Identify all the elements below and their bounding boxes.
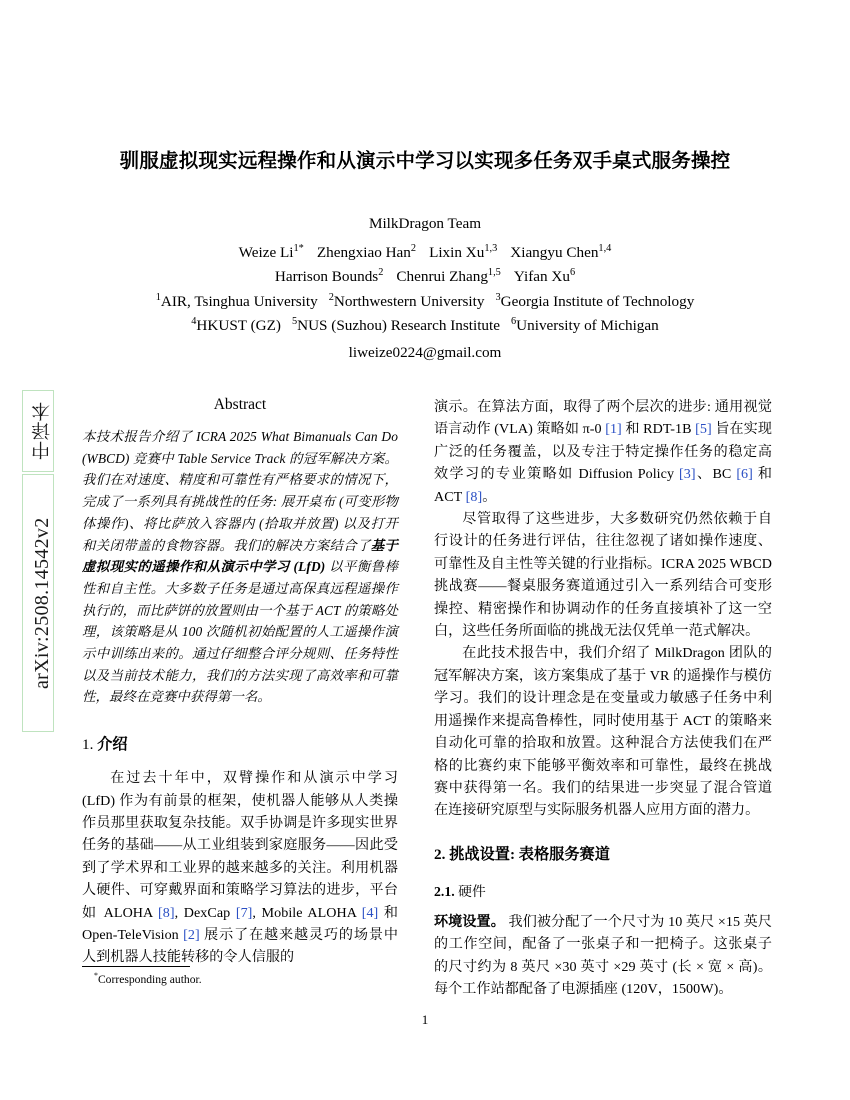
author-affiliation-marker: 1,5	[487, 266, 501, 278]
footnote-label: Corresponding author.	[97, 973, 202, 986]
intro-text-c: , Mobile ALOHA	[252, 904, 362, 921]
left-column	[82, 396, 398, 969]
abstract-text	[82, 426, 398, 708]
introduction-paragraph-3: 在此技术报告中，我们介绍了 MilkDragon 团队的冠军解决方案，该方案集成了基于 VR 的遥操作与模仿学习。我们的设计理念是在变量或力敏感子任务中利用遥操作来提高鲁棒性，同时使用基于 ACT 的策略来自动化可靠的拾取和放置。这种混合方法使我们在严格的比赛约束下能够平衡效率和可靠性，最终在挑战赛中获得第一名。我们的结果进一步突显了混合管道在连接研究原型与实际服务机器人应用方面的潜力。	[434, 645, 772, 819]
section-title: 挑战设置: 表格服务赛道	[449, 845, 610, 863]
cont-text-b: 和 RDT-1B	[621, 421, 696, 438]
introduction-paragraph-2: 尽管取得了这些进步，大多数研究仍然依赖于自行设计的任务进行评估，往往忽视了诸如操作速度、可靠性及自主性等关键的行业指标。ICRA 2025 WBCD 挑战赛——餐桌服务赛道通过引入一系列结合可变形操控、精密操作和协调动作的任务直接填补了这一空白，这些任务所面临的挑战无法仅凭单一范式解决。	[434, 511, 772, 640]
intro-text-a: 在过去十年中，双臂操作和从演示中学习 (LfD) 作为有前景的框架，使机器人能够从人类操作员那里获取复杂技能。双手协调是许多现实世界任务的基础——从工业组装到家庭服务——因此受到了学术界和工业界的越来越多的关注。利用机器人硬件、可穿戴界面和策略学习算法的进步，平台如 ALOHA	[82, 770, 398, 921]
arxiv-stamp-identifier: arXiv:2508.14542v2	[22, 474, 54, 732]
footnote-marker: *	[94, 971, 98, 981]
subsection-heading-hardware	[434, 882, 772, 902]
affiliation-marker: 3	[495, 291, 501, 303]
citation-ref[interactable]: [3]	[678, 466, 696, 483]
author-entry: Weize $Li^{1*}$	[238, 242, 304, 261]
section-title: 介绍	[97, 736, 128, 754]
citation-ref[interactable]: [2]	[183, 926, 200, 943]
citation-ref[interactable]: [6]	[736, 466, 753, 483]
affiliation-marker: 1	[155, 291, 161, 303]
introduction-paragraph-1-continued	[434, 396, 772, 508]
affiliation-marker: 6	[511, 315, 517, 327]
citation-ref[interactable]: [4]	[361, 904, 379, 921]
author-affiliation-marker: 1,4	[598, 242, 612, 254]
footnote-rule	[82, 966, 190, 967]
citation-ref[interactable]: [5]	[695, 421, 712, 438]
affiliation-marker: 5	[291, 315, 298, 327]
abstract-part-1: 本技术报告介绍了 ICRA 2025 What Bimanuals Can Do (WBCD) 竞赛中 Table Service Track 的冠军解决方案。我们在对速度、精度和可靠性有严格要求的情况下，完成了一系列具有挑战性的任务: 展开桌布 (可变形物体操作)、将比萨放入容器内 (拾取并放置) 以及打开和关闭带盖的食物容器。我们的解决方案结合了	[82, 429, 398, 553]
author-entry: Xiangyu Chen$^{1,4}$	[510, 242, 612, 261]
footnote	[82, 966, 398, 988]
page-title: 驯服虚拟现实远程操作和从演示中学习以实现多任务双手桌式服务操控	[119, 151, 731, 172]
author-line-2	[70, 265, 780, 290]
intro-text-b: , DexCap	[174, 904, 236, 921]
affiliation-entry: $^3$Georgia Institute of Technology	[495, 291, 695, 310]
affiliation-marker: 4	[191, 315, 197, 327]
citation-ref[interactable]: [8]	[158, 904, 175, 921]
affiliation-entry: $^6$University of Michigan	[511, 315, 659, 334]
cont-text-d: 、BC	[695, 466, 737, 483]
affiliation-marker: 2	[328, 291, 334, 303]
author-line-1	[70, 241, 780, 266]
author-entry: Yifan Xu$^6$	[513, 266, 576, 285]
author-entry: Zhengxiao Han$^2$	[316, 242, 417, 261]
section-number: 2.	[434, 845, 446, 863]
page-number: 1	[421, 1012, 429, 1027]
subsection-title: 硬件	[458, 883, 486, 899]
abstract-heading: Abstract	[213, 396, 267, 413]
author-affiliation-marker: 2	[378, 266, 384, 278]
affiliation-entry: $^1$AIR, Tsinghua University	[155, 291, 318, 310]
affiliation-entry: $^5$NUS (Suzhou) Research Institute	[291, 315, 500, 334]
affiliation-entry: $^4$HKUST (GZ)	[191, 315, 281, 334]
author-affiliation-marker: 2	[410, 242, 417, 254]
cont-text-f: 。	[482, 488, 497, 505]
affiliation-line-1	[70, 290, 780, 315]
author-block	[70, 212, 780, 365]
citation-ref[interactable]: [8]	[465, 488, 483, 505]
introduction-paragraph-1	[82, 767, 398, 969]
arxiv-stamp-translation-label: 中译本	[22, 390, 54, 472]
author-affiliation-marker: 6	[569, 266, 576, 278]
author-affiliation-marker: 1*	[293, 242, 304, 254]
paragraph-lead-in: 环境设置。	[434, 913, 505, 930]
affiliation-entry: $^2$Northwestern University	[328, 291, 485, 310]
abstract-bold-phrase: 基于虚拟现实的遥操作和从演示中学习 (LfD)	[82, 537, 398, 575]
title-block	[70, 148, 780, 176]
footnote-text	[82, 972, 398, 988]
cont-text-a: 演示。在算法方面，取得了两个层次的进步: 通用视觉语言动作 (VLA) 策略如 π-0	[434, 399, 772, 438]
author-entry: Harrison Bounds$^2$	[274, 266, 384, 285]
right-column	[434, 396, 772, 1000]
subsection-number: 2.1.	[434, 883, 455, 899]
section-heading-introduction	[82, 734, 398, 756]
arxiv-stamp	[0, 390, 56, 740]
intro-text-d: 和 Open-TeleVision	[82, 904, 398, 943]
team-name: MilkDragon Team	[368, 215, 482, 232]
citation-ref[interactable]: [1]	[605, 421, 622, 438]
cont-text-e: 和 ACT	[434, 466, 772, 505]
intro-text-e: 展示了在越来越灵巧的场景中人到机器人技能转移的令人信服的	[82, 926, 398, 966]
section-heading-challenge-setup	[434, 844, 772, 866]
cont-text-c: 旨在实现广泛的任务覆盖，以及专注于特定操作任务的稳定高效学习的专业策略如 Diffusion Policy	[434, 421, 772, 483]
abstract-part-2: 以平衡鲁棒性和自主性。大多数子任务是通过高保真远程遥操作执行的，而比萨饼的放置则由一个基于 ACT 的策略处理，该策略是从 100 次随机初始配置的人工遥操作演示中训练出来的。通过仔细整合评分规则、任务特性以及当前技术能力，我们的方法实现了高效率和可靠性，最终在竞赛中获得第一名。	[82, 559, 398, 705]
author-affiliation-marker: 1,3	[484, 242, 498, 254]
hardware-environment-paragraph	[434, 911, 772, 1001]
contact-email[interactable]: liweize0224@gmail.com	[348, 343, 502, 361]
author-entry: Lixin Xu$^{1,3}$	[429, 242, 498, 261]
paragraph-body: 我们被分配了一个尺寸为 10 英尺 ×15 英尺的工作空间，配备了一张桌子和一把椅子。这张桌子的尺寸约为 8 英尺 ×30 英寸 ×29 英寸 (长 × 宽 × 高)。每个工作站都配备了电源插座 (120V，1500W)。	[434, 913, 772, 997]
citation-ref[interactable]: [7]	[235, 904, 253, 921]
affiliation-line-2	[70, 314, 780, 339]
section-number: 1.	[82, 736, 94, 754]
author-entry: Chenrui Zhang$^{1,5}$	[396, 266, 501, 285]
